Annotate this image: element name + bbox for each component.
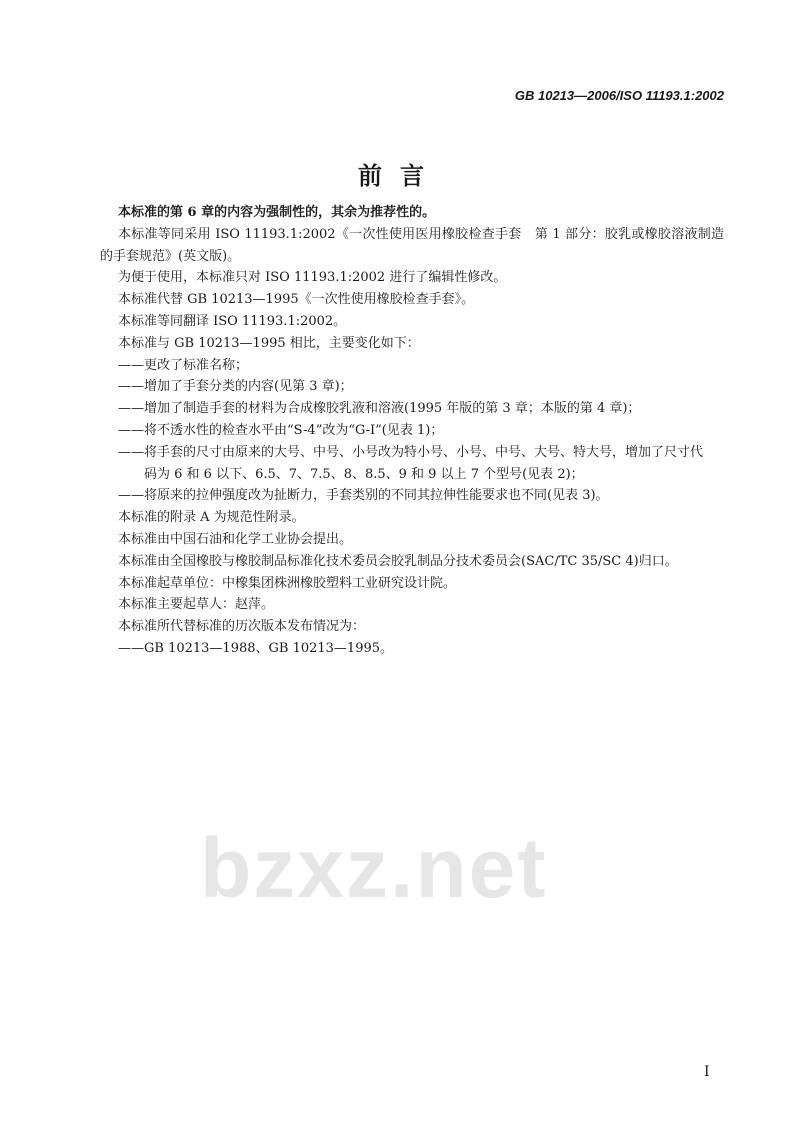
paragraph: 为便于使用，本标准只对 ISO 11193.1:2002 进行了编辑性修改。 <box>118 270 507 286</box>
paragraph: 本标准与 GB 10213—1995 相比，主要变化如下： <box>118 335 420 351</box>
watermark: bzxz.net <box>200 821 548 915</box>
list-item: ——将原来的拉伸强度改为扯断力，手套类别的不同其拉伸性能要求也不同(见表 3)。 <box>118 488 609 504</box>
standard-code-header: GB 10213—2006/ISO 11193.1:2002 <box>514 88 724 103</box>
paragraph: 本标准由中国石油和化学工业协会提出。 <box>118 531 353 547</box>
paragraph: 本标准所代替标准的历次版本发布情况为： <box>118 619 366 635</box>
paragraph: 本标准主要起草人：赵萍。 <box>118 597 275 613</box>
list-item: ——更改了标准名称； <box>118 357 249 373</box>
page-number: I <box>704 1064 710 1080</box>
paragraph: 本标准的第 6 章的内容为强制性的，其余为推荐性的。 <box>118 205 436 220</box>
paragraph: 本标准由全国橡胶与橡胶制品标准化技术委员会胶乳制品分技术委员会(SAC/TC 35/SC 4)归口。 <box>118 553 678 569</box>
list-item-line: ——将手套的尺寸由原来的大号、中号、小号改为特小号、小号、中号、大号、特大号，增加了尺寸代 <box>118 444 704 460</box>
list-item <box>100 442 724 486</box>
paragraph: 本标准代替 GB 10213—1995《一次性使用橡胶检查手套》。 <box>118 292 475 308</box>
paragraph: 本标准的附录 A 为规范性附录。 <box>118 510 305 526</box>
list-item-continuation: 码为 6 和 6 以下、6.5、7、7.5、8、8.5、9 和 9 以上 7 个型号(见表 2)； <box>144 466 584 482</box>
list-item: ——增加了手套分类的内容(见第 3 章)； <box>118 379 353 395</box>
list-item: ——将不透水性的检查水平由“S-4”改为“G-Ⅰ”(见表 1)； <box>118 422 444 438</box>
paragraph: 本标准起草单位：中橡集团株洲橡胶塑料工业研究设计院。 <box>118 575 457 591</box>
foreword-body <box>100 202 724 660</box>
page-title: 前言 <box>358 162 442 190</box>
paragraph: 本标准等同采用 ISO 11193.1:2002《一次性使用医用橡胶检查手套 第 1 部分：胶乳或橡胶溶液制造的手套规范》(英文版)。 <box>100 226 724 264</box>
list-item: ——GB 10213—1988、GB 10213—1995。 <box>118 640 394 656</box>
paragraph: 本标准等同翻译 ISO 11193.1:2002。 <box>118 313 347 329</box>
list-item: ——增加了制造手套的材料为合成橡胶乳液和溶液(1995 年版的第 3 章；本版的第 4 章)； <box>118 401 641 417</box>
